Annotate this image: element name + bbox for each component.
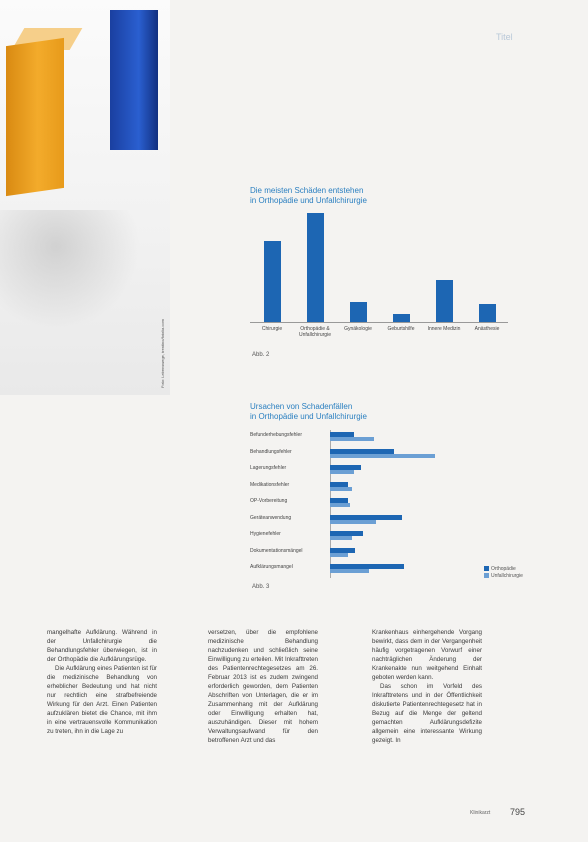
- chart2-category-label: Behandlungsfehler: [250, 448, 292, 455]
- photo-credit: Foto: Lebenswege, trentino/fotolia.com: [160, 319, 165, 388]
- cover-photo: [0, 0, 170, 395]
- footer-label: Klinikarzt: [470, 810, 491, 816]
- chart2-bar-unfallchirurgie: [330, 454, 435, 458]
- chart1-category-label: Chirurgie: [261, 326, 283, 332]
- orange-block-shape: [6, 38, 64, 196]
- chart2-row: [250, 529, 540, 543]
- chart2-bar-unfallchirurgie: [330, 437, 374, 441]
- chart2-row: [250, 463, 540, 477]
- chart1-bar: [264, 241, 281, 322]
- chart1-category-label: Orthopädie & Unfallchirurgie: [299, 326, 331, 338]
- chart1-category-label: Anästhesie: [474, 326, 500, 332]
- legend-swatch: [484, 566, 489, 571]
- blue-block-shape: [110, 10, 158, 150]
- chart2-bar-unfallchirurgie: [330, 520, 376, 524]
- chart2-category-label: Hygienefehler: [250, 531, 281, 537]
- chart2-row: [250, 546, 540, 560]
- chart1-title-line2: in Orthopädie und Unfallchirurgie: [250, 196, 367, 205]
- paragraph: Krankenhaus einhergehende Vorgang bewirkt, dass dem in der Vergangenheit häufig vorgetragenen Vorwurf einer nachträglichen Änderung der Krankenakte nun weitgehend Einhalt geboten werden kann.: [372, 629, 482, 681]
- chart1-bar-chart: [250, 210, 508, 360]
- chart1-category-label: Gynäkologie: [344, 326, 372, 332]
- chart2-title-line1: Ursachen von Schadenfällen: [250, 402, 353, 411]
- chart2-legend: [484, 566, 523, 580]
- chart2-category-label: Geräteanwendung: [250, 514, 292, 521]
- chart1-category-label: Geburtshilfe: [387, 326, 415, 332]
- page-number: 795: [510, 807, 526, 817]
- chart2-bar-unfallchirurgie: [330, 536, 352, 540]
- chart1-category-label: Innere Medizin: [427, 326, 461, 332]
- text-column-1: [47, 628, 157, 736]
- chart2-caption: Abb. 3: [252, 584, 270, 590]
- chart2-row: [250, 430, 540, 444]
- text-column-2: [208, 628, 318, 745]
- paragraph: versetzen, über die empfohlene medizinische Behandlung nachzudenken und schließlich seine Einwilligung zu erteilen. Mit Inkrafttreten des Patientenrechtegesetzes am 26. Februar 2013 ist es zudem zwingend erforderlich geworden, dem Patienten Abschriften von Unterlagen, die er im Zusammenhang mit der Aufklärung oder Einwilligung erhalten hat, auszuhändigen. Dieser mit hohem Verwaltungsaufwand für den betroffenen Arzt und das: [208, 629, 318, 744]
- chart2-category-label: Befunderhebungsfehler: [250, 432, 302, 438]
- chart2-category-label: Dokumentationsmängel: [250, 547, 303, 554]
- chart1-bar: [393, 314, 410, 322]
- legend-item-orthopaedie: [484, 566, 523, 573]
- chart2-category-label: Aufklärungsmangel: [250, 564, 293, 570]
- chart2-bar-unfallchirurgie: [330, 569, 369, 573]
- legend-swatch: [484, 573, 489, 578]
- chart1-bar: [350, 302, 367, 322]
- chart2-category-label: OP-Vorbereitung: [250, 498, 288, 504]
- paragraph: Das schon im Vorfeld des Inkrafttretens und in der Öffentlichkeit diskutierte Patientenrechtegesetz hat in Bezug auf die Menge der geltend gemachten Aufklärungsdefizite allgemein eine interessante Wirkung gezeigt. In: [372, 683, 482, 744]
- block-shadow: [0, 210, 140, 330]
- chart2-row: [250, 496, 540, 510]
- chart2-bar-chart: [250, 430, 540, 580]
- legend-label: Unfallchirurgie: [491, 573, 523, 579]
- legend-label: Orthopädie: [491, 566, 516, 572]
- chart2-row: [250, 447, 540, 461]
- chart1-bar: [436, 280, 453, 322]
- chart1-baseline: [250, 322, 508, 323]
- text-column-3: [372, 628, 482, 745]
- legend-item-unfallchirurgie: [484, 573, 523, 580]
- paragraph: Die Aufklärung eines Patienten ist für die medizinische Behandlung von erheblicher Bedeutung und hat nicht nur rechtlich eine strafbefreiende Wirkung für den Arzt. Einen Patienten aufzuklären bietet die Chance, mit ihm in eine vertrauensvolle Kommunikation zu treten, ihn in die Lage zu: [47, 665, 157, 735]
- chart2-category-label: Lagerungsfehler: [250, 465, 287, 471]
- chart2-bar-unfallchirurgie: [330, 553, 348, 557]
- chart2-bar-unfallchirurgie: [330, 487, 352, 491]
- chart1-bar: [307, 213, 324, 322]
- chart2-bar-unfallchirurgie: [330, 503, 350, 507]
- chart2-bar-unfallchirurgie: [330, 470, 354, 474]
- chart1-bars: [250, 210, 508, 322]
- section-tag: Titel: [496, 32, 513, 42]
- chart1-caption: Abb. 2: [252, 352, 270, 358]
- chart2-row: [250, 513, 540, 527]
- chart1-bar: [479, 304, 496, 322]
- chart2-row: [250, 480, 540, 494]
- chart2-category-label: Medikationsfehler: [250, 481, 290, 488]
- chart1-title: [250, 186, 367, 206]
- chart2-title: [250, 402, 367, 422]
- chart1-title-line1: Die meisten Schäden entstehen: [250, 186, 364, 195]
- paragraph: mangelhafte Aufklärung. Während in der Unfallchirurgie die Behandlungsfehler überwiegen, ist in der Orthopädie die Aufklärungsrüge.: [47, 629, 157, 663]
- chart2-title-line2: in Orthopädie und Unfallchirurgie: [250, 412, 367, 421]
